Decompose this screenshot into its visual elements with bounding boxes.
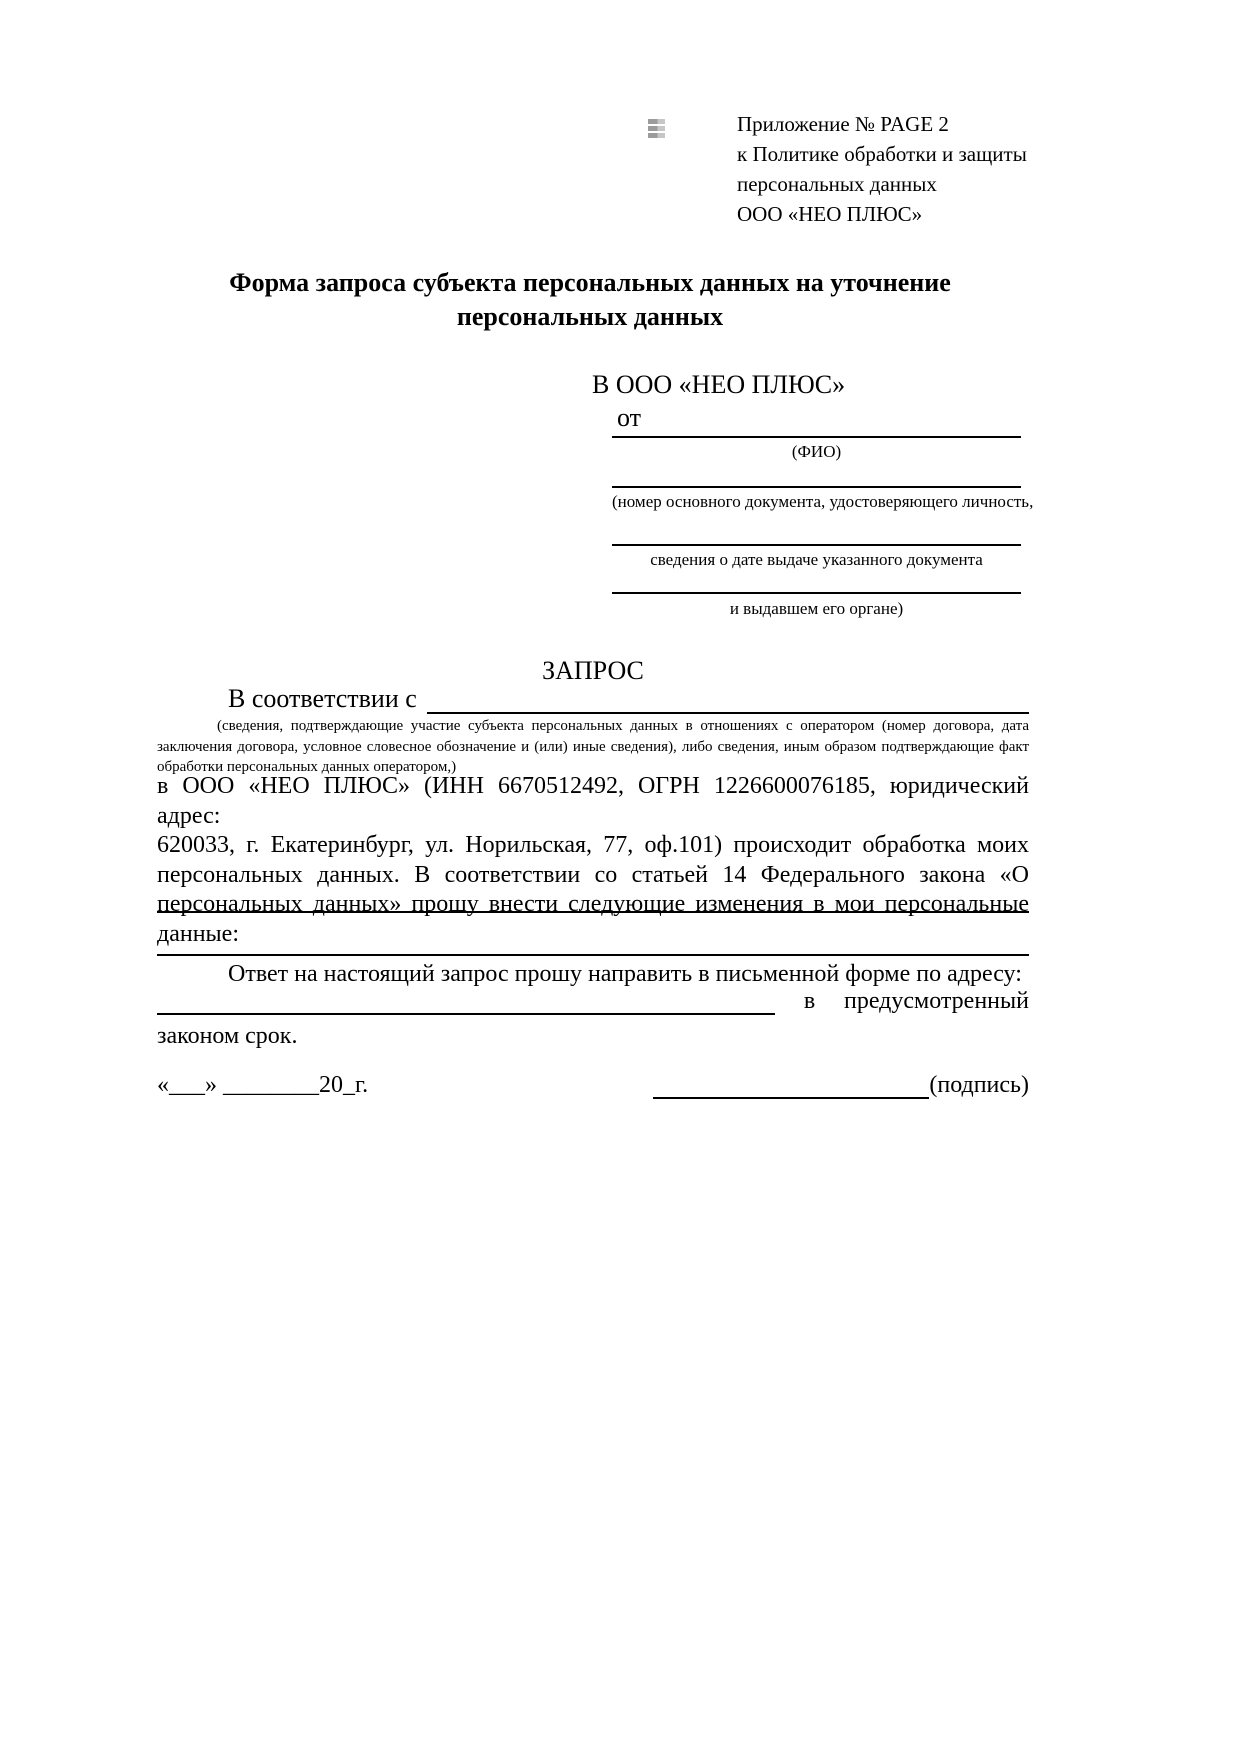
body-line4: персональных данных» прошу внести следующие изменения в мои персональные данные: <box>157 891 1029 947</box>
issue-date-caption: сведения о дате выдаче указанного документа <box>650 550 983 569</box>
address-blank-line <box>157 989 775 1015</box>
signature-row <box>157 1072 1029 1099</box>
stripe <box>648 119 665 124</box>
fine-print-note <box>157 716 1029 778</box>
issuing-authority-caption: и выдавшем его органе) <box>729 599 904 618</box>
document-number-caption: (номер основного документа, удостоверяющего личность, <box>612 492 1034 511</box>
changes-blank-line-1 <box>157 911 1029 913</box>
fio-blank-line <box>612 436 1021 438</box>
intro-row <box>157 684 1029 714</box>
appendix-header <box>737 109 1027 229</box>
form-title: Форма запроса субъекта персональных данных на уточнение персональных данных <box>229 268 951 331</box>
request-heading: ЗАПРОС <box>542 656 644 685</box>
body-line1: в ООО «НЕО ПЛЮС» (ИНН 6670512492, ОГРН 1226600076185, юридический адрес: <box>157 773 1029 829</box>
appendix-header-line2: к Политике обработки и защиты <box>737 142 1027 166</box>
signature-blank-line <box>653 1073 929 1099</box>
response-word-term: предусмотренный <box>843 988 1029 1014</box>
response-request-line: Ответ на настоящий запрос прошу направить в письменной форме по адресу: <box>228 961 1022 987</box>
recipient-from-label: от <box>617 403 642 432</box>
recipient-organization: В ООО «НЕО ПЛЮС» <box>592 370 846 399</box>
fine-print-line3: обработки персональных данных оператором,) <box>157 759 457 775</box>
issue-date-blank-line <box>612 544 1021 546</box>
field-code-stripes-icon <box>648 119 665 143</box>
stripe <box>648 126 665 131</box>
signature-caption: (подпись) <box>929 1072 1029 1098</box>
date-blank-line: «___» ________20_г. <box>157 1072 369 1098</box>
stripe <box>648 133 665 138</box>
body-line2: 620033, г. Екатеринбург, ул. Норильская, 77, оф.101) происходит обработка моих <box>157 832 1029 858</box>
fine-print-line1: (сведения, подтверждающие участие субъекта персональных данных в отношениях с оператором (номер договора, дата <box>217 718 1029 734</box>
intro-prefix: В соответствии с <box>228 684 417 713</box>
fio-caption: (ФИО) <box>791 442 842 461</box>
response-address-row <box>157 988 1029 1015</box>
appendix-header-line1: Приложение № PAGE 2 <box>737 112 949 136</box>
request-body-paragraph <box>157 772 1029 949</box>
body-line3: персональных данных. В соответствии со статьей 14 Федерального закона «О <box>157 861 1029 888</box>
response-term-line: законом срок. <box>157 1023 298 1049</box>
appendix-header-line3: персональных данных <box>737 172 937 196</box>
fine-print-line2: заключения договора, условное словесное обозначение и (или) иные сведения), либо сведения, иным образом подтверждающие факт <box>157 738 1029 755</box>
document-number-blank-line <box>612 486 1021 488</box>
changes-blank-line-2 <box>157 954 1029 956</box>
issuing-authority-blank-line <box>612 592 1021 594</box>
response-word-in: в <box>803 988 816 1014</box>
intro-blank-line <box>427 686 1029 714</box>
signature-group <box>653 1072 1029 1099</box>
appendix-header-line4: ООО «НЕО ПЛЮС» <box>737 202 923 226</box>
